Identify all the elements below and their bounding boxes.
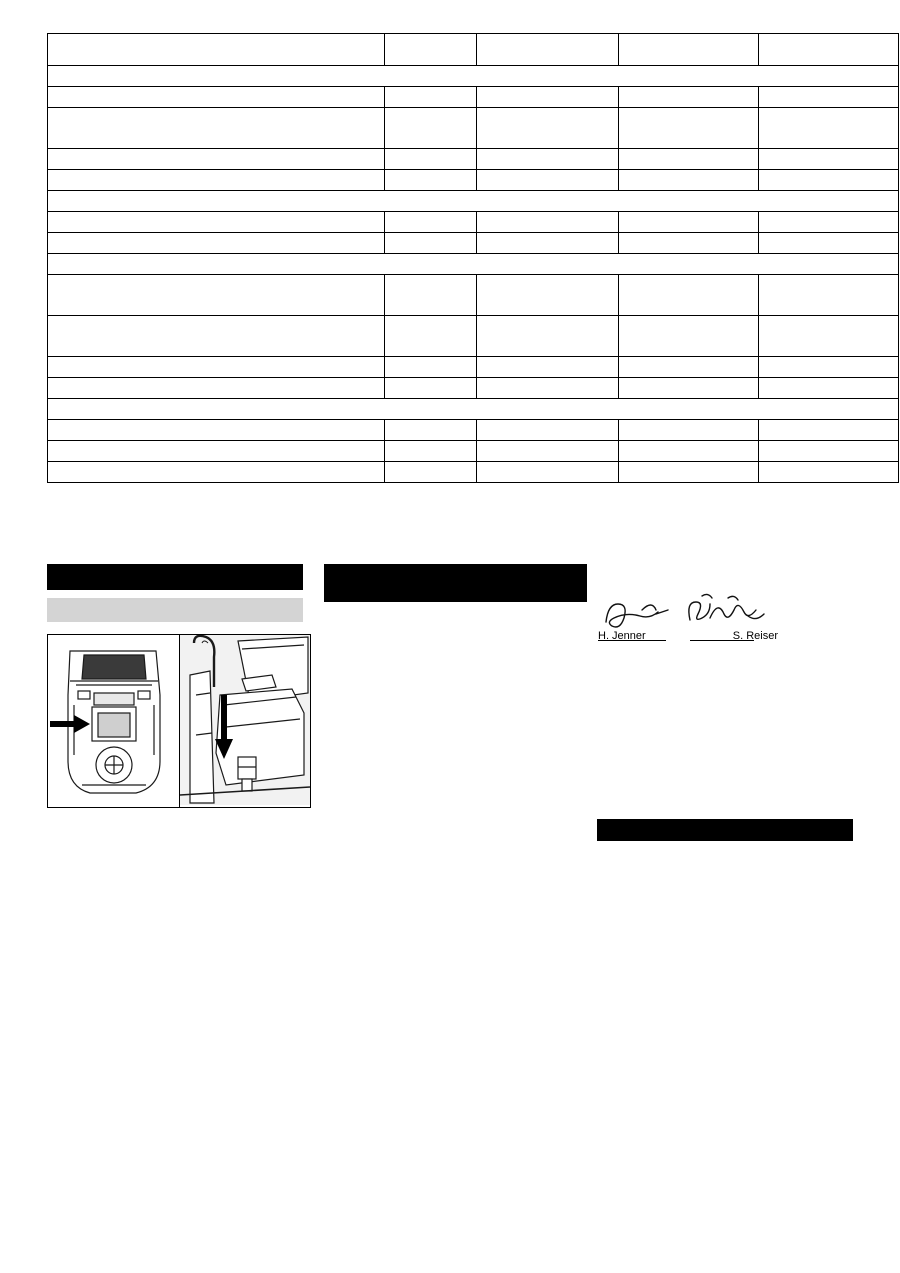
table-cell-value — [759, 233, 899, 254]
table-cell-value — [759, 378, 899, 399]
table-cell-value — [619, 233, 759, 254]
table-cell-value — [619, 275, 759, 316]
table-row — [48, 357, 899, 378]
left-section-subheading-bar — [47, 598, 303, 622]
specification-table — [47, 33, 899, 483]
table-row — [48, 316, 899, 357]
table-cell-value — [477, 170, 619, 191]
table-cell-unit — [385, 420, 477, 441]
illustration-left — [48, 635, 180, 807]
signature-names — [598, 630, 778, 642]
table-cell-value — [759, 87, 899, 108]
table-row-section — [48, 399, 899, 420]
table-cell-value — [619, 108, 759, 149]
table-cell-value — [759, 441, 899, 462]
table-row — [48, 275, 899, 316]
table-cell-section — [48, 66, 899, 87]
table-row — [48, 441, 899, 462]
table-cell-unit — [385, 212, 477, 233]
table-cell-section — [48, 191, 899, 212]
table-cell-value — [759, 212, 899, 233]
table-row — [48, 212, 899, 233]
table-row — [48, 233, 899, 254]
table-cell-value — [759, 170, 899, 191]
table-cell-value — [759, 357, 899, 378]
table-cell-unit — [385, 462, 477, 483]
table-cell-value — [477, 275, 619, 316]
table-cell-value — [759, 316, 899, 357]
table-cell-value — [759, 34, 899, 66]
table-cell-label — [48, 316, 385, 357]
table-cell-unit — [385, 170, 477, 191]
table-cell-value — [619, 87, 759, 108]
table-cell-value — [759, 149, 899, 170]
table-cell-value — [477, 378, 619, 399]
table-cell-value — [477, 441, 619, 462]
table-cell-value — [619, 316, 759, 357]
table-row — [48, 108, 899, 149]
table-cell-label — [48, 357, 385, 378]
machine-side-view-diagram — [180, 635, 310, 805]
table-cell-unit — [385, 275, 477, 316]
right-section-heading-bar — [324, 564, 587, 602]
table-row-section — [48, 254, 899, 275]
table-cell-label — [48, 34, 385, 66]
table-cell-value — [619, 170, 759, 191]
table-cell-label — [48, 378, 385, 399]
table-cell-unit — [385, 233, 477, 254]
table-cell-value — [619, 149, 759, 170]
table-row — [48, 170, 899, 191]
table-row — [48, 149, 899, 170]
table-cell-value — [477, 462, 619, 483]
signature-name-right: S. Reiser — [732, 630, 778, 642]
table-cell-value — [477, 108, 619, 149]
table-row — [48, 462, 899, 483]
table-cell-value — [477, 357, 619, 378]
table-cell-unit — [385, 357, 477, 378]
table-cell-value — [477, 212, 619, 233]
table-cell-label — [48, 170, 385, 191]
table-cell-label — [48, 149, 385, 170]
table-cell-unit — [385, 378, 477, 399]
table-cell-unit — [385, 87, 477, 108]
signature-name-left: H. Jenner — [598, 630, 646, 642]
table-cell-value — [477, 87, 619, 108]
table-row — [48, 87, 899, 108]
table-row-section — [48, 191, 899, 212]
table-row — [48, 420, 899, 441]
machine-top-view-diagram — [48, 635, 179, 805]
table-row — [48, 378, 899, 399]
table-cell-unit — [385, 34, 477, 66]
table-cell-value — [619, 420, 759, 441]
table-cell-section — [48, 254, 899, 275]
table-cell-value — [477, 420, 619, 441]
table-cell-value — [619, 441, 759, 462]
illustration-right — [180, 635, 310, 807]
table-cell-unit — [385, 108, 477, 149]
table-cell-unit — [385, 316, 477, 357]
table-cell-value — [477, 233, 619, 254]
table-cell-value — [477, 34, 619, 66]
table-cell-value — [759, 108, 899, 149]
table-cell-value — [619, 357, 759, 378]
table-cell-value — [619, 212, 759, 233]
table-cell-label — [48, 87, 385, 108]
table-cell-value — [759, 275, 899, 316]
table-cell-value — [619, 378, 759, 399]
table-row-section — [48, 66, 899, 87]
table-cell-label — [48, 441, 385, 462]
table-cell-label — [48, 212, 385, 233]
table-cell-label — [48, 462, 385, 483]
bottom-right-heading-bar — [597, 819, 853, 841]
table-cell-label — [48, 275, 385, 316]
left-section-heading-bar — [47, 564, 303, 590]
table-cell-value — [759, 420, 899, 441]
table-cell-label — [48, 420, 385, 441]
table-cell-value — [759, 462, 899, 483]
illustration-figure — [47, 634, 311, 808]
table-cell-value — [619, 34, 759, 66]
table-row — [48, 34, 899, 66]
table-cell-unit — [385, 149, 477, 170]
table-cell-value — [477, 149, 619, 170]
table-cell-value — [619, 462, 759, 483]
specification-table-body — [48, 34, 899, 483]
table-cell-value — [477, 316, 619, 357]
table-cell-label — [48, 233, 385, 254]
table-cell-unit — [385, 441, 477, 462]
table-cell-section — [48, 399, 899, 420]
table-cell-label — [48, 108, 385, 149]
